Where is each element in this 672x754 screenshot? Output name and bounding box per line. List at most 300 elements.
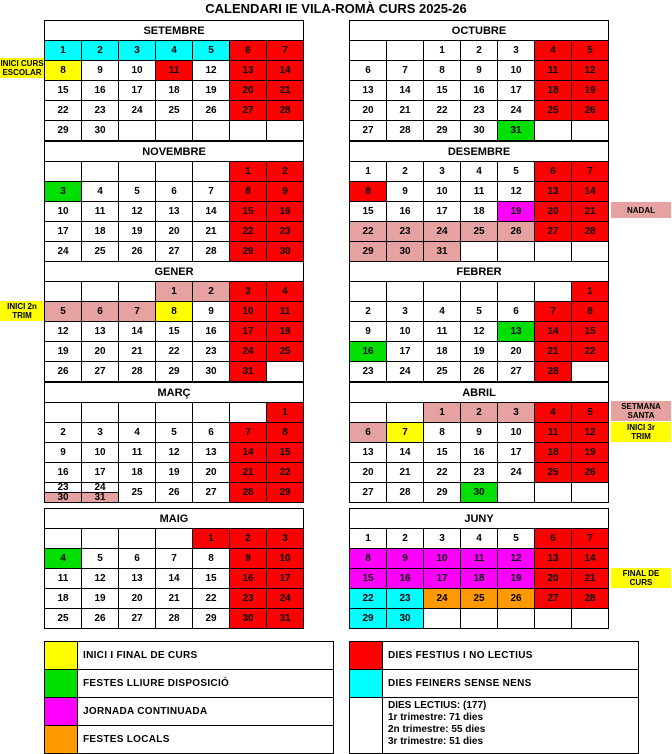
day-cell: 1	[424, 403, 461, 423]
day-cell: 30	[461, 121, 498, 141]
month-name: SETEMBRE	[45, 21, 303, 41]
day-cell	[156, 529, 193, 549]
page-title: CALENDARI IE VILA-ROMÀ CURS 2025-26	[205, 1, 467, 16]
day-cell: 29	[424, 483, 461, 503]
day-cell: 26	[193, 101, 230, 121]
day-cell: 25	[119, 483, 156, 503]
day-cell: 23	[82, 101, 119, 121]
day-cell: 13	[82, 322, 119, 342]
day-cell: 21	[572, 569, 609, 589]
day-cell: 22	[350, 589, 387, 609]
day-cell: 26	[119, 242, 156, 262]
day-cell	[82, 403, 119, 423]
day-cell: 5	[82, 549, 119, 569]
day-cell: 23	[461, 463, 498, 483]
day-cell: 12	[572, 423, 609, 443]
day-cell	[572, 362, 609, 382]
day-cell: 24	[230, 342, 267, 362]
day-cell	[230, 121, 267, 141]
day-cell	[387, 282, 424, 302]
day-cell: 20	[193, 463, 230, 483]
day-cell: 30	[461, 483, 498, 503]
day-cell: 19	[498, 202, 535, 222]
day-cell: 20	[82, 342, 119, 362]
day-cell: 10	[119, 61, 156, 81]
day-cell: 12	[572, 61, 609, 81]
day-cell	[350, 403, 387, 423]
day-cell: 21	[387, 101, 424, 121]
day-cell: 3	[424, 162, 461, 182]
day-cell	[45, 162, 82, 182]
lective-days-stats	[388, 700, 486, 748]
day-cell: 9	[387, 182, 424, 202]
day-cell: 31	[267, 609, 304, 629]
day-cell: 20	[119, 589, 156, 609]
day-cell: 29	[267, 483, 304, 503]
day-cell: 17	[387, 342, 424, 362]
day-cell: 6	[350, 423, 387, 443]
day-cell: 9	[387, 549, 424, 569]
day-cell: 2	[267, 162, 304, 182]
day-cell: 21	[535, 342, 572, 362]
day-cell: 27	[156, 242, 193, 262]
day-cell: 16	[387, 569, 424, 589]
day-cell: 30	[387, 609, 424, 629]
day-cell: 29	[424, 121, 461, 141]
day-cell: 24	[387, 362, 424, 382]
day-cell	[572, 121, 609, 141]
day-cell: 4	[461, 162, 498, 182]
day-cell: 28	[572, 222, 609, 242]
day-cell: 11	[535, 423, 572, 443]
day-cell: 28	[193, 242, 230, 262]
day-cell: 3	[45, 182, 82, 202]
day-cell: 25	[424, 362, 461, 382]
day-cell	[119, 282, 156, 302]
day-cell: 28	[119, 362, 156, 382]
day-cell: 19	[572, 81, 609, 101]
day-cell: 4	[119, 423, 156, 443]
day-cell: 11	[82, 202, 119, 222]
day-cell	[498, 609, 535, 629]
day-cell: 1	[424, 41, 461, 61]
day-cell: 12	[498, 182, 535, 202]
day-cell: 23	[45, 483, 82, 493]
day-cell: 9	[82, 61, 119, 81]
day-cell: 16	[461, 443, 498, 463]
day-cell: 4	[45, 549, 82, 569]
day-cell: 21	[387, 463, 424, 483]
day-cell: 21	[156, 589, 193, 609]
day-cell: 14	[387, 81, 424, 101]
day-cell	[424, 609, 461, 629]
day-cell: 8	[45, 61, 82, 81]
day-cell: 3	[119, 41, 156, 61]
day-cell: 16	[350, 342, 387, 362]
day-cell: 12	[461, 322, 498, 342]
day-cell: 2	[461, 41, 498, 61]
day-cell: 18	[424, 342, 461, 362]
day-cell: 10	[82, 443, 119, 463]
day-cell: 13	[498, 322, 535, 342]
stats-line: 3r trimestre: 51 dies	[388, 736, 484, 747]
day-cell: 15	[350, 202, 387, 222]
day-cell: 21	[267, 81, 304, 101]
day-cell: 24	[45, 242, 82, 262]
day-cell	[535, 282, 572, 302]
side-note: INICI CURS ESCOLAR	[0, 59, 44, 77]
day-cell: 3	[230, 282, 267, 302]
day-cell: 13	[350, 81, 387, 101]
day-cell: 17	[45, 222, 82, 242]
legend-item	[45, 670, 333, 698]
day-cell: 13	[535, 549, 572, 569]
day-cell: 26	[461, 362, 498, 382]
day-cell: 2	[82, 41, 119, 61]
legend-label: FESTES LLIURE DISPOSICIÓ	[83, 678, 230, 689]
day-cell: 22	[230, 222, 267, 242]
day-cell: 19	[498, 569, 535, 589]
day-cell: 1	[45, 41, 82, 61]
legend-item	[45, 726, 333, 754]
day-cell: 29	[350, 609, 387, 629]
day-cell: 24	[424, 222, 461, 242]
month-abril	[349, 382, 609, 503]
day-cell: 5	[572, 403, 609, 423]
day-cell: 30	[267, 242, 304, 262]
day-cell: 1	[156, 282, 193, 302]
month-febrer	[349, 261, 609, 382]
day-cell: 18	[45, 589, 82, 609]
day-cell: 31	[424, 242, 461, 262]
legend-item	[45, 642, 333, 670]
day-cell: 4	[424, 302, 461, 322]
day-cell: 6	[535, 529, 572, 549]
day-cell: 23	[193, 342, 230, 362]
day-cell	[45, 403, 82, 423]
day-cell: 26	[498, 222, 535, 242]
day-cell: 21	[193, 222, 230, 242]
day-cell: 27	[535, 222, 572, 242]
month-març	[44, 382, 304, 503]
day-cell: 19	[572, 443, 609, 463]
day-cell: 6	[193, 423, 230, 443]
day-cell: 20	[498, 342, 535, 362]
day-cell: 5	[193, 41, 230, 61]
day-cell: 25	[267, 342, 304, 362]
day-cell: 13	[350, 443, 387, 463]
day-cell: 14	[535, 322, 572, 342]
day-cell: 18	[156, 81, 193, 101]
day-cell	[193, 403, 230, 423]
day-cell	[387, 41, 424, 61]
day-cell: 27	[230, 101, 267, 121]
day-cell	[193, 162, 230, 182]
day-cell: 17	[498, 443, 535, 463]
month-juny	[349, 508, 609, 629]
day-cell: 27	[498, 362, 535, 382]
day-cell: 7	[535, 302, 572, 322]
day-cell: 3	[267, 529, 304, 549]
day-cell	[82, 529, 119, 549]
day-cell: 9	[350, 322, 387, 342]
day-cell: 18	[461, 569, 498, 589]
day-cell: 11	[535, 61, 572, 81]
side-note: INICI 3r TRIM	[611, 422, 671, 442]
day-cell: 17	[119, 81, 156, 101]
day-cell: 5	[498, 529, 535, 549]
day-cell: 26	[45, 362, 82, 382]
day-cell: 15	[156, 322, 193, 342]
day-cell: 5	[119, 182, 156, 202]
day-cell: 30	[387, 242, 424, 262]
month-name: MAIG	[45, 509, 303, 529]
day-cell: 11	[119, 443, 156, 463]
day-cell: 17	[424, 202, 461, 222]
day-cell	[350, 282, 387, 302]
day-cell: 11	[424, 322, 461, 342]
day-cell: 18	[267, 322, 304, 342]
day-cell: 24	[119, 101, 156, 121]
day-cell: 20	[156, 222, 193, 242]
month-octubre	[349, 20, 609, 141]
day-cell: 28	[387, 121, 424, 141]
day-cell: 10	[267, 549, 304, 569]
day-cell: 4	[267, 282, 304, 302]
day-cell: 7	[387, 423, 424, 443]
day-cell: 21	[119, 342, 156, 362]
day-cell: 15	[424, 81, 461, 101]
day-cell: 26	[156, 483, 193, 503]
day-cell: 12	[82, 569, 119, 589]
day-cell	[572, 609, 609, 629]
day-cell: 14	[387, 443, 424, 463]
day-cell: 18	[461, 202, 498, 222]
day-cell: 15	[424, 443, 461, 463]
day-cell: 9	[230, 549, 267, 569]
day-cell: 13	[119, 569, 156, 589]
day-cell	[119, 121, 156, 141]
stats-line: DIES LECTIUS: (177)	[388, 700, 487, 711]
legend-label: DIES FESTIUS I NO LECTIUS	[388, 650, 533, 661]
day-cell: 27	[350, 483, 387, 503]
day-cell: 29	[45, 121, 82, 141]
legend-swatch	[350, 670, 383, 697]
day-cell: 16	[267, 202, 304, 222]
day-cell: 2	[387, 529, 424, 549]
day-cell	[119, 162, 156, 182]
day-cell: 25	[82, 242, 119, 262]
day-cell: 27	[350, 121, 387, 141]
day-cell: 6	[156, 182, 193, 202]
day-cell: 10	[424, 549, 461, 569]
legend-item	[350, 670, 638, 698]
day-cell: 30	[82, 121, 119, 141]
day-cell: 5	[156, 423, 193, 443]
day-cell: 1	[267, 403, 304, 423]
legend-label: FESTES LOCALS	[83, 734, 170, 745]
day-cell: 16	[45, 463, 82, 483]
day-cell	[45, 282, 82, 302]
day-cell: 22	[350, 222, 387, 242]
day-cell: 15	[45, 81, 82, 101]
day-cell: 31	[498, 121, 535, 141]
day-cell: 6	[230, 41, 267, 61]
day-cell: 28	[572, 589, 609, 609]
day-cell: 9	[193, 302, 230, 322]
day-cell: 22	[572, 342, 609, 362]
legend-box	[44, 641, 334, 754]
day-cell: 24	[82, 483, 119, 493]
day-cell: 7	[267, 41, 304, 61]
day-cell	[119, 403, 156, 423]
month-maig	[44, 508, 304, 629]
day-cell: 28	[387, 483, 424, 503]
day-cell: 29	[156, 362, 193, 382]
day-cell: 5	[461, 302, 498, 322]
day-cell: 8	[230, 182, 267, 202]
day-cell: 12	[498, 549, 535, 569]
day-cell: 9	[461, 423, 498, 443]
day-cell: 1	[350, 162, 387, 182]
day-cell: 16	[193, 322, 230, 342]
stats-line: 2n trimestre: 55 dies	[388, 724, 486, 735]
legend-label: JORNADA CONTINUADA	[83, 706, 208, 717]
day-cell: 10	[498, 61, 535, 81]
day-cell: 25	[461, 222, 498, 242]
month-name: MARÇ	[45, 383, 303, 403]
day-cell: 7	[156, 549, 193, 569]
day-cell: 3	[387, 302, 424, 322]
day-cell: 11	[156, 61, 193, 81]
legend-swatch	[45, 670, 78, 697]
day-cell: 29	[350, 242, 387, 262]
day-cell: 10	[498, 423, 535, 443]
day-cell: 2	[193, 282, 230, 302]
day-cell: 23	[350, 362, 387, 382]
day-cell: 23	[267, 222, 304, 242]
day-cell: 9	[45, 443, 82, 463]
day-cell: 5	[45, 302, 82, 322]
day-cell: 13	[156, 202, 193, 222]
day-cell: 10	[424, 182, 461, 202]
day-cell: 22	[193, 589, 230, 609]
day-cell	[156, 162, 193, 182]
day-cell: 18	[119, 463, 156, 483]
day-cell: 4	[156, 41, 193, 61]
day-cell: 15	[230, 202, 267, 222]
day-cell: 10	[45, 202, 82, 222]
day-cell: 30	[230, 609, 267, 629]
day-cell	[45, 529, 82, 549]
legend-swatch	[45, 726, 78, 753]
day-cell	[498, 282, 535, 302]
day-cell	[535, 609, 572, 629]
day-cell: 14	[193, 202, 230, 222]
day-cell: 21	[230, 463, 267, 483]
month-desembre	[349, 141, 609, 262]
day-cell: 1	[572, 282, 609, 302]
day-cell: 29	[230, 242, 267, 262]
day-cell: 8	[350, 182, 387, 202]
month-name: ABRIL	[350, 383, 608, 403]
legend-item	[45, 698, 333, 726]
day-cell: 7	[119, 302, 156, 322]
day-cell: 2	[461, 403, 498, 423]
day-cell: 21	[572, 202, 609, 222]
day-cell: 8	[193, 549, 230, 569]
day-cell: 12	[45, 322, 82, 342]
day-cell: 6	[119, 549, 156, 569]
day-cell: 14	[572, 182, 609, 202]
month-name: GENER	[45, 262, 303, 282]
day-cell	[82, 282, 119, 302]
day-cell	[498, 242, 535, 262]
day-cell	[119, 529, 156, 549]
day-cell	[156, 403, 193, 423]
day-cell: 20	[535, 202, 572, 222]
legend-label: DIES FEINERS SENSE NENS	[388, 678, 532, 689]
day-cell: 13	[230, 61, 267, 81]
day-cell: 2	[387, 162, 424, 182]
day-cell: 16	[82, 81, 119, 101]
day-cell: 30	[193, 362, 230, 382]
day-cell: 3	[82, 423, 119, 443]
day-cell: 20	[535, 569, 572, 589]
day-cell: 10	[230, 302, 267, 322]
legend-swatch	[45, 698, 78, 725]
day-cell: 27	[119, 609, 156, 629]
day-cell: 23	[387, 222, 424, 242]
day-cell: 16	[387, 202, 424, 222]
day-cell	[267, 121, 304, 141]
day-cell: 17	[230, 322, 267, 342]
day-cell: 6	[350, 61, 387, 81]
day-cell: 9	[267, 182, 304, 202]
day-cell: 14	[156, 569, 193, 589]
day-cell: 18	[535, 81, 572, 101]
day-cell: 23	[230, 589, 267, 609]
day-cell: 26	[572, 463, 609, 483]
legend-swatch	[350, 642, 383, 669]
day-cell	[193, 121, 230, 141]
day-cell: 19	[156, 463, 193, 483]
month-name: FEBRER	[350, 262, 608, 282]
day-cell: 15	[193, 569, 230, 589]
day-cell: 18	[535, 443, 572, 463]
day-cell: 27	[193, 483, 230, 503]
month-name: DESEMBRE	[350, 142, 608, 162]
day-cell	[267, 362, 304, 382]
day-cell: 27	[82, 362, 119, 382]
day-cell: 6	[82, 302, 119, 322]
side-note: FINAL DE CURS	[611, 568, 671, 588]
day-cell: 25	[45, 609, 82, 629]
day-cell: 23	[387, 589, 424, 609]
day-cell: 7	[193, 182, 230, 202]
day-cell: 1	[193, 529, 230, 549]
day-cell: 18	[82, 222, 119, 242]
day-cell: 8	[156, 302, 193, 322]
day-cell: 26	[572, 101, 609, 121]
month-name: JUNY	[350, 509, 608, 529]
day-cell	[461, 609, 498, 629]
day-cell: 19	[119, 222, 156, 242]
legend-box	[349, 641, 639, 754]
stats-line: 1r trimestre: 71 dies	[388, 712, 484, 723]
month-gener	[44, 261, 304, 382]
day-cell: 17	[498, 81, 535, 101]
